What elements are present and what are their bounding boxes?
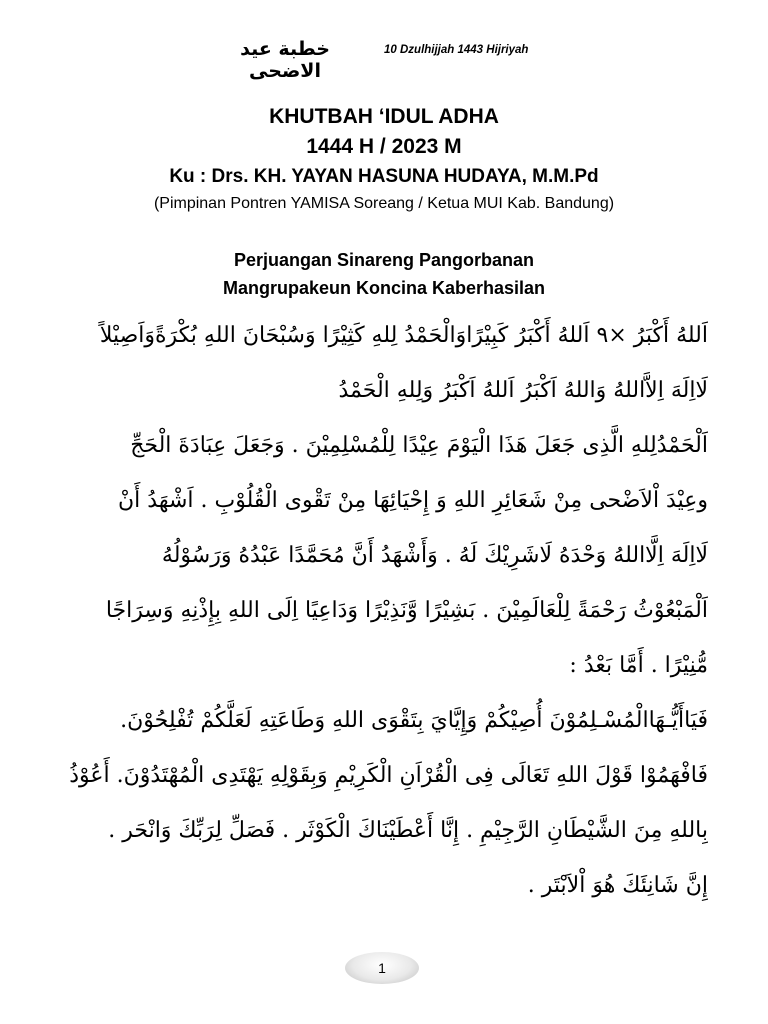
- arabic-line: بِاللهِ مِنَ الشَّيْطَانِ الرَّجِيْمِ . إِنَّا أَعْطَيْنَاكَ الْكَوْثَر . فَصَلِّ لِرَبِّكَ وَانْحَر .: [108, 818, 708, 843]
- arabic-line: وعِيْدَ اْلاَضْحى مِنْ شَعَائِرِ اللهِ وَ إِحْيَائِهَا مِنْ تَقْوى الْقُلُوْبِ . اَشْهَدُ أَنْ: [118, 488, 708, 513]
- page-header: [0, 38, 768, 82]
- arabic-line: اَلْحَمْدُلِلهِ الَّذِى جَعَلَ هَذَا الْيَوْمَ عِيْدًا لِلْمُسْلِمِيْنَ . وَجَعَلَ عِبَادَةَ الْحَجِّ: [130, 433, 708, 458]
- author-line: Ku : Drs. KH. YAYAN HASUNA HUDAYA, M.M.Pd: [169, 166, 599, 187]
- arabic-line: لَااِلَهَ اِلَّااللهُ وَحْدَهُ لَاشَرِيْكَ لَهُ . وَأَشْهَدُ أَنَّ مُحَمَّدًا عَبْدُهُ وَرَسُوْلُهُ: [161, 543, 708, 568]
- arabic-sermon-text: [62, 308, 708, 913]
- subtitle-block: [0, 246, 768, 302]
- arabic-line: مُّنِيْرًا . أَمَّا بَعْدُ :: [569, 653, 708, 678]
- arabic-line: فَافْهَمُوْا قَوْلَ اللهِ تَعَالَى فِى الْقُرْاَنِ الْكَرِيْمِ وَبِقَوْلِهِ يَهْتَدِى الْمُهْتَدُوْنَ. أَعُوْذُ: [69, 763, 708, 788]
- page-number: 1: [345, 952, 419, 984]
- header-arabic-title: خطبة عيد الاضحى: [240, 38, 330, 82]
- title-block: [0, 102, 768, 216]
- subtitle-line-1: Perjuangan Sinareng Pangorbanan: [233, 250, 535, 270]
- arabic-line: لَااِلَهَ اِلاَّاللهُ وَاللهُ اَكْبَرُ اَللهُ اَكْبَرُ وَلِلهِ الْحَمْدُ: [338, 378, 708, 403]
- arabic-line: اَلْمَبْعُوْثُ رَحْمَةً لِلْعَالَمِيْنَ . بَشِيْرًا وَّنَذِيْرًا وَدَاعِيًا اِلَى اللهِ بِإِذْنِهِ وَسِرَاجًا: [105, 598, 708, 623]
- document-title: KHUTBAH ‘IDUL ADHA: [269, 105, 499, 128]
- affiliation-line: (Pimpinan Pontren YAMISA Soreang / Ketua MUI Kab. Bandung): [153, 195, 615, 212]
- header-date: 10 Dzulhijjah 1443 Hijriyah: [384, 44, 529, 56]
- arabic-line: اَللهُ أَكْبَرُ ×٩ اَللهُ أَكْبَرُ كَبِيْرًاوَالْحَمْدُ لِلهِ كَثِيْرًا وَسُبْحَانَ اللهِ بُكْرَةًوَاَصِيْلاً: [99, 323, 708, 348]
- subtitle-line-2: Mangrupakeun Koncina Kaberhasilan: [222, 278, 546, 298]
- document-year: 1444 H / 2023 M: [306, 135, 462, 158]
- arabic-line: إِنَّ شَانِئَكَ هُوَ اْلاَبْتَر .: [527, 873, 708, 898]
- arabic-line: فَيَاأَيُّـهَاالْمُسْـلِمُوْنَ أُصِيْكُمْ وَإِيَّايَ بِتَقْوَى اللهِ وَطَاعَتِهِ لَعَلَّكُمْ تُفْلِحُوْنَ.: [120, 708, 708, 733]
